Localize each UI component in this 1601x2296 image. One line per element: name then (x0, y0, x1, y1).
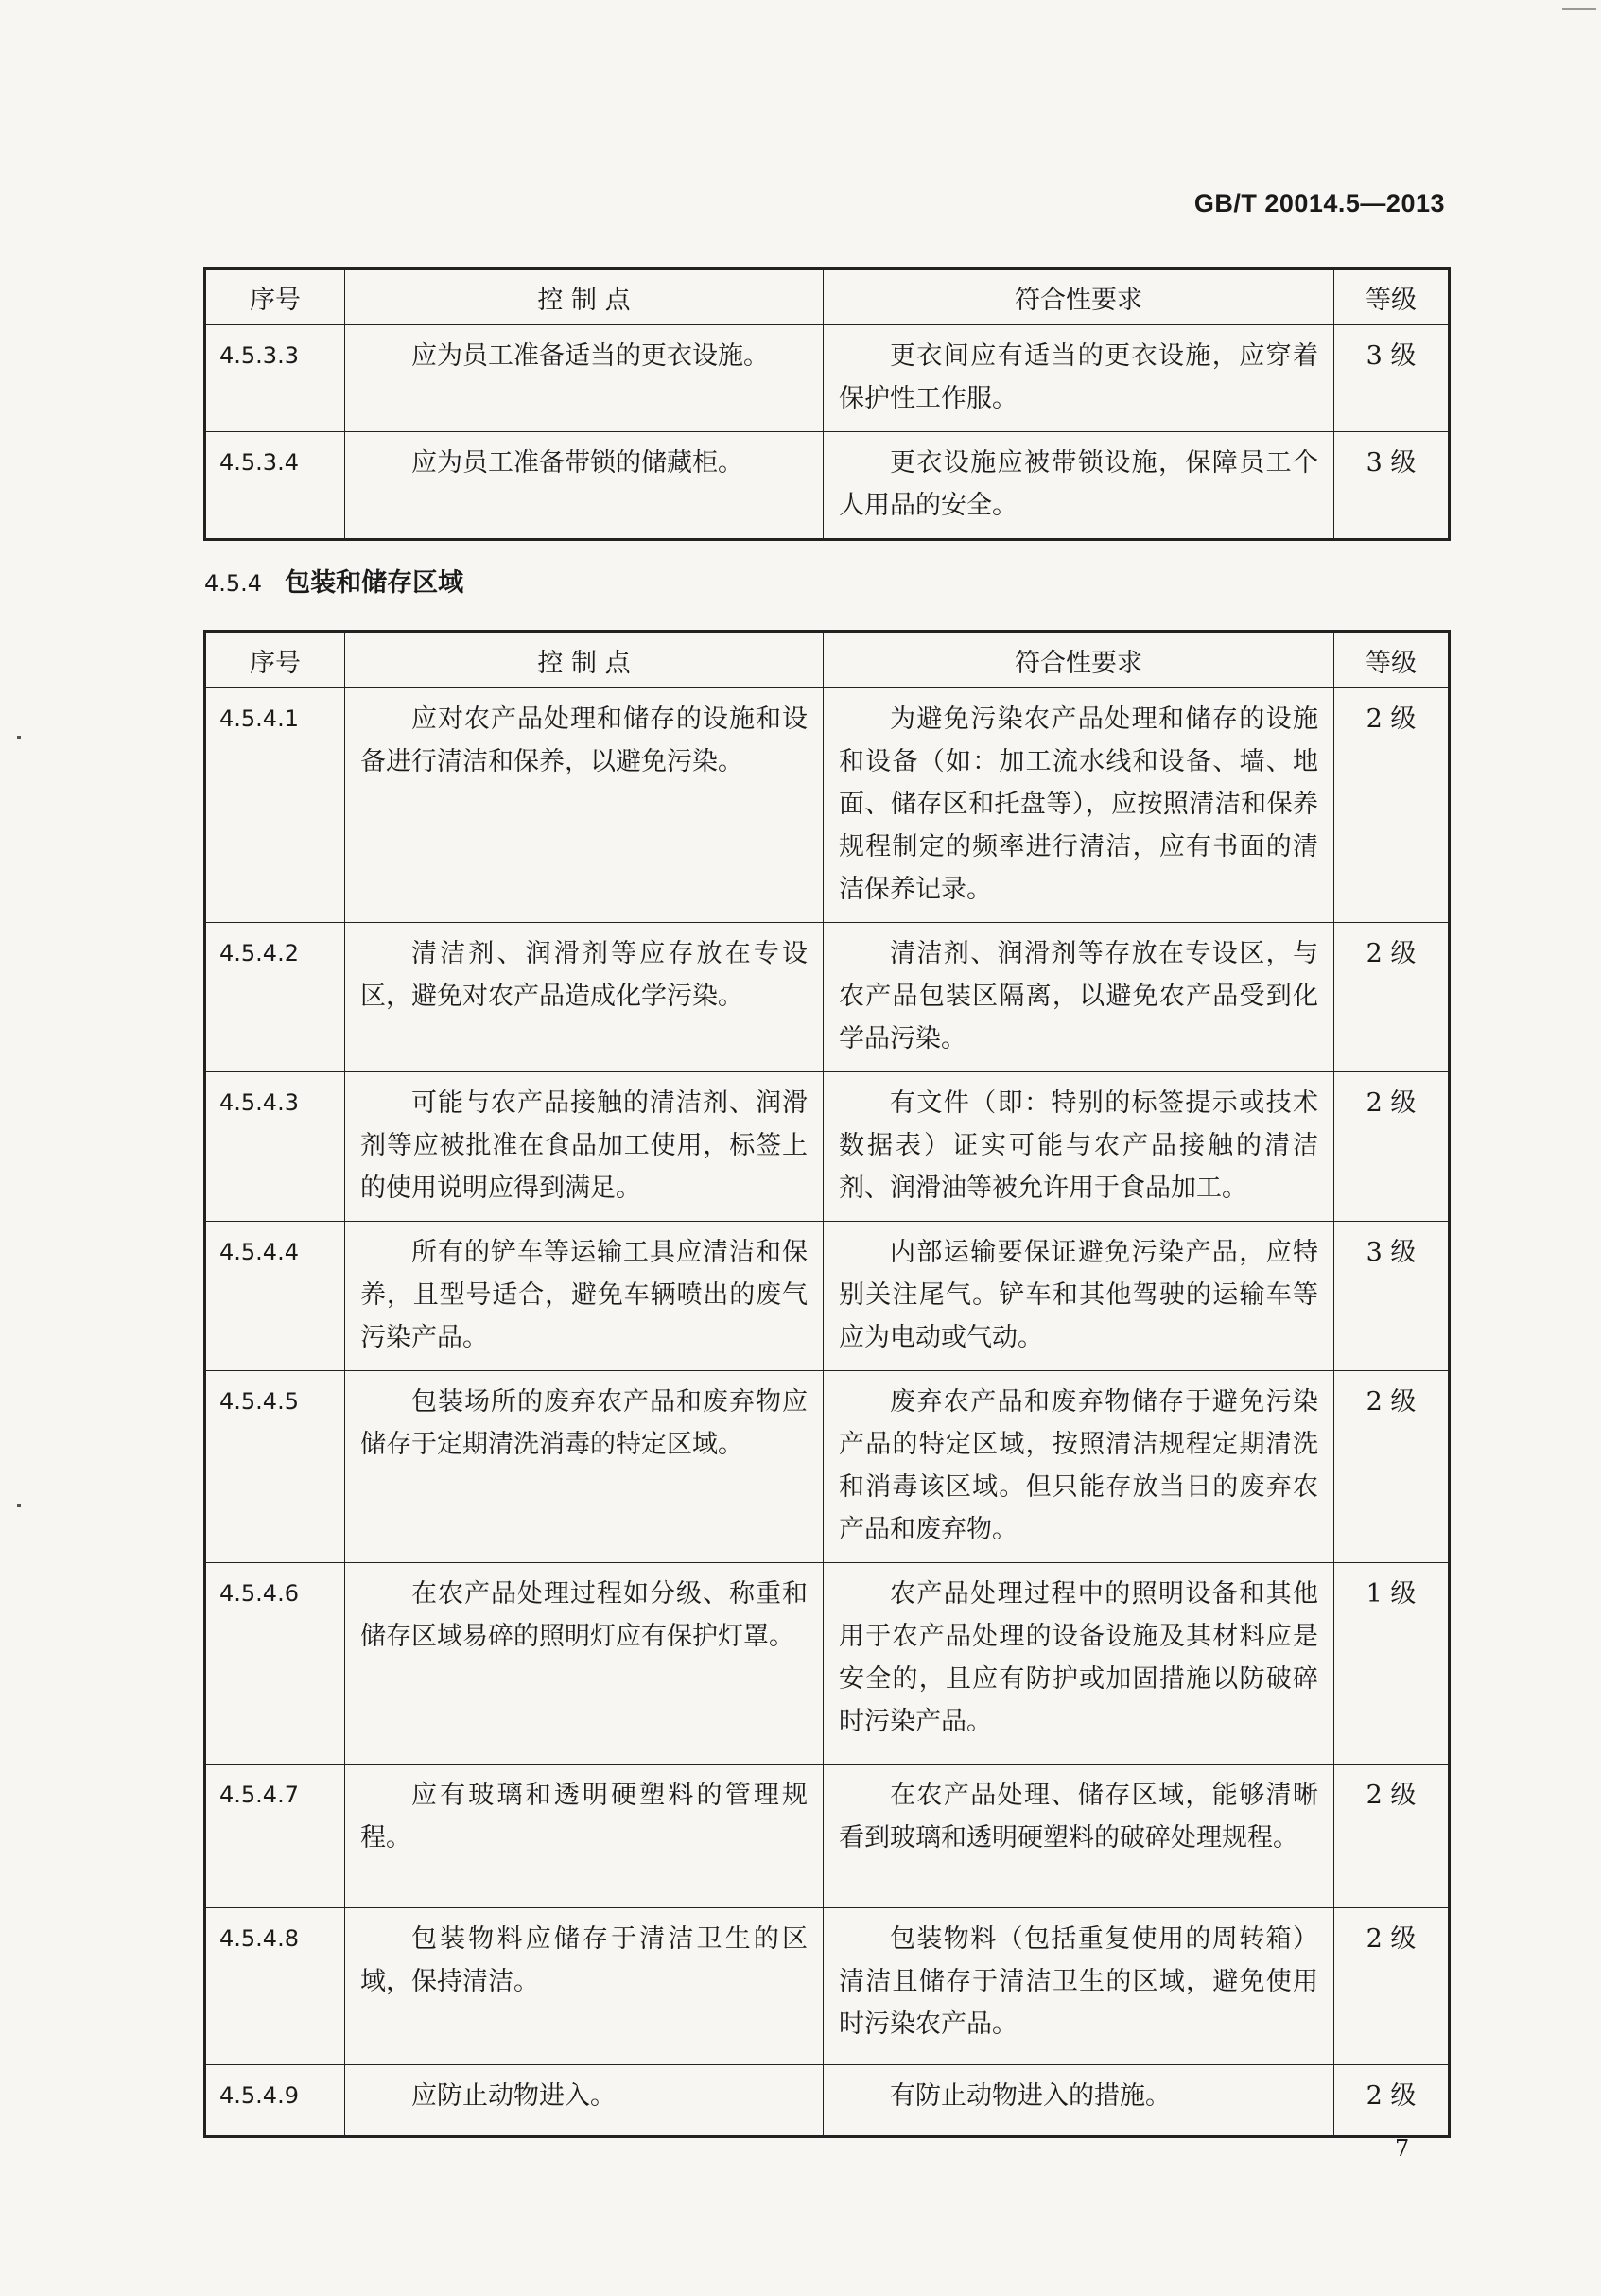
header-requirement: 符合性要求 (824, 632, 1334, 688)
row-requirement: 包装物料（包括重复使用的周转箱）清洁且储存于清洁卫生的区域，避免使用时污染农产品。 (824, 1908, 1334, 2065)
table-row (205, 1765, 1450, 1908)
section-heading (204, 562, 463, 599)
row-level: 2 级 (1334, 1908, 1450, 2065)
row-num: 4.5.4.6 (205, 1563, 345, 1765)
row-num: 4.5.4.8 (205, 1908, 345, 2065)
row-control-point: 应对农产品处理和储存的设施和设备进行清洁和保养，以避免污染。 (345, 688, 824, 923)
table-row (205, 432, 1450, 540)
standard-code: GB/T 20014.5—2013 (1193, 189, 1445, 217)
section-title: 包装和储存区域 (285, 568, 464, 598)
header-requirement: 符合性要求 (824, 269, 1334, 325)
row-control-point: 可能与农产品接触的清洁剂、润滑剂等应被批准在食品加工使用，标签上的使用说明应得到满足。 (345, 1072, 824, 1222)
table-row (205, 1222, 1450, 1371)
header-num: 序号 (205, 632, 345, 688)
scan-speck (1562, 8, 1596, 10)
section-number: 4.5.4 (204, 570, 263, 597)
row-requirement: 更衣设施应被带锁设施，保障员工个人用品的安全。 (824, 432, 1334, 540)
row-num: 4.5.4.7 (205, 1765, 345, 1908)
table-header-row (205, 269, 1450, 325)
row-requirement: 在农产品处理、储存区域，能够清晰看到玻璃和透明硬塑料的破碎处理规程。 (824, 1765, 1334, 1908)
row-level: 3 级 (1334, 432, 1450, 540)
row-requirement: 废弃农产品和废弃物储存于避免污染产品的特定区域，按照清洁规程定期清洗和消毒该区域。但只能存放当日的废弃农产品和废弃物。 (824, 1371, 1334, 1563)
control-table-4-5-4 (203, 630, 1451, 2138)
row-control-point: 应为员工准备带锁的储藏柜。 (345, 432, 824, 540)
row-level: 3 级 (1334, 1222, 1450, 1371)
row-requirement: 清洁剂、润滑剂等存放在专设区，与农产品包装区隔离，以避免农产品受到化学品污染。 (824, 923, 1334, 1072)
header-level: 等级 (1334, 269, 1450, 325)
row-control-point: 在农产品处理过程如分级、称重和储存区域易碎的照明灯应有保护灯罩。 (345, 1563, 824, 1765)
row-requirement: 更衣间应有适当的更衣设施，应穿着保护性工作服。 (824, 325, 1334, 432)
row-requirement: 为避免污染农产品处理和储存的设施和设备（如：加工流水线和设备、墙、地面、储存区和托盘等），应按照清洁和保养规程制定的频率进行清洁，应有书面的清洁保养记录。 (824, 688, 1334, 923)
row-control-point: 包装场所的废弃农产品和废弃物应储存于定期清洗消毒的特定区域。 (345, 1371, 824, 1563)
row-num: 4.5.4.2 (205, 923, 345, 1072)
row-num: 4.5.3.3 (205, 325, 345, 432)
header-control-point: 控 制 点 (345, 632, 824, 688)
row-control-point: 应为员工准备适当的更衣设施。 (345, 325, 824, 432)
table-row (205, 1371, 1450, 1563)
row-num: 4.5.4.5 (205, 1371, 345, 1563)
table-row (205, 688, 1450, 923)
table-row (205, 1908, 1450, 2065)
row-control-point: 清洁剂、润滑剂等应存放在专设区，避免对农产品造成化学污染。 (345, 923, 824, 1072)
row-control-point: 所有的铲车等运输工具应清洁和保养，且型号适合，避免车辆喷出的废气污染产品。 (345, 1222, 824, 1371)
row-level: 3 级 (1334, 325, 1450, 432)
table-row (205, 2065, 1450, 2137)
table-row (205, 1563, 1450, 1765)
row-num: 4.5.3.4 (205, 432, 345, 540)
row-requirement: 有文件（即：特别的标签提示或技术数据表）证实可能与农产品接触的清洁剂、润滑油等被允许用于食品加工。 (824, 1072, 1334, 1222)
scan-speck (17, 1504, 21, 1507)
row-control-point: 应防止动物进入。 (345, 2065, 824, 2137)
row-level: 1 级 (1334, 1563, 1450, 1765)
row-num: 4.5.4.4 (205, 1222, 345, 1371)
row-level: 2 级 (1334, 1765, 1450, 1908)
header-level: 等级 (1334, 632, 1450, 688)
table-row (205, 1072, 1450, 1222)
row-requirement: 农产品处理过程中的照明设备和其他用于农产品处理的设备设施及其材料应是安全的，且应有防护或加固措施以防破碎时污染产品。 (824, 1563, 1334, 1765)
row-requirement: 内部运输要保证避免污染产品，应特别关注尾气。铲车和其他驾驶的运输车等应为电动或气动。 (824, 1222, 1334, 1371)
row-num: 4.5.4.9 (205, 2065, 345, 2137)
row-num: 4.5.4.3 (205, 1072, 345, 1222)
row-level: 2 级 (1334, 1371, 1450, 1563)
row-requirement: 有防止动物进入的措施。 (824, 2065, 1334, 2137)
row-num: 4.5.4.1 (205, 688, 345, 923)
row-control-point: 包装物料应储存于清洁卫生的区域，保持清洁。 (345, 1908, 824, 2065)
control-table-4-5-3 (203, 267, 1451, 541)
table-row (205, 923, 1450, 1072)
page-number: 7 (1395, 2135, 1410, 2162)
header-control-point: 控 制 点 (345, 269, 824, 325)
row-control-point: 应有玻璃和透明硬塑料的管理规程。 (345, 1765, 824, 1908)
row-level: 2 级 (1334, 2065, 1450, 2137)
table-header-row (205, 632, 1450, 688)
header-num: 序号 (205, 269, 345, 325)
row-level: 2 级 (1334, 1072, 1450, 1222)
row-level: 2 级 (1334, 688, 1450, 923)
table-row (205, 325, 1450, 432)
row-level: 2 级 (1334, 923, 1450, 1072)
scan-speck (17, 736, 21, 739)
